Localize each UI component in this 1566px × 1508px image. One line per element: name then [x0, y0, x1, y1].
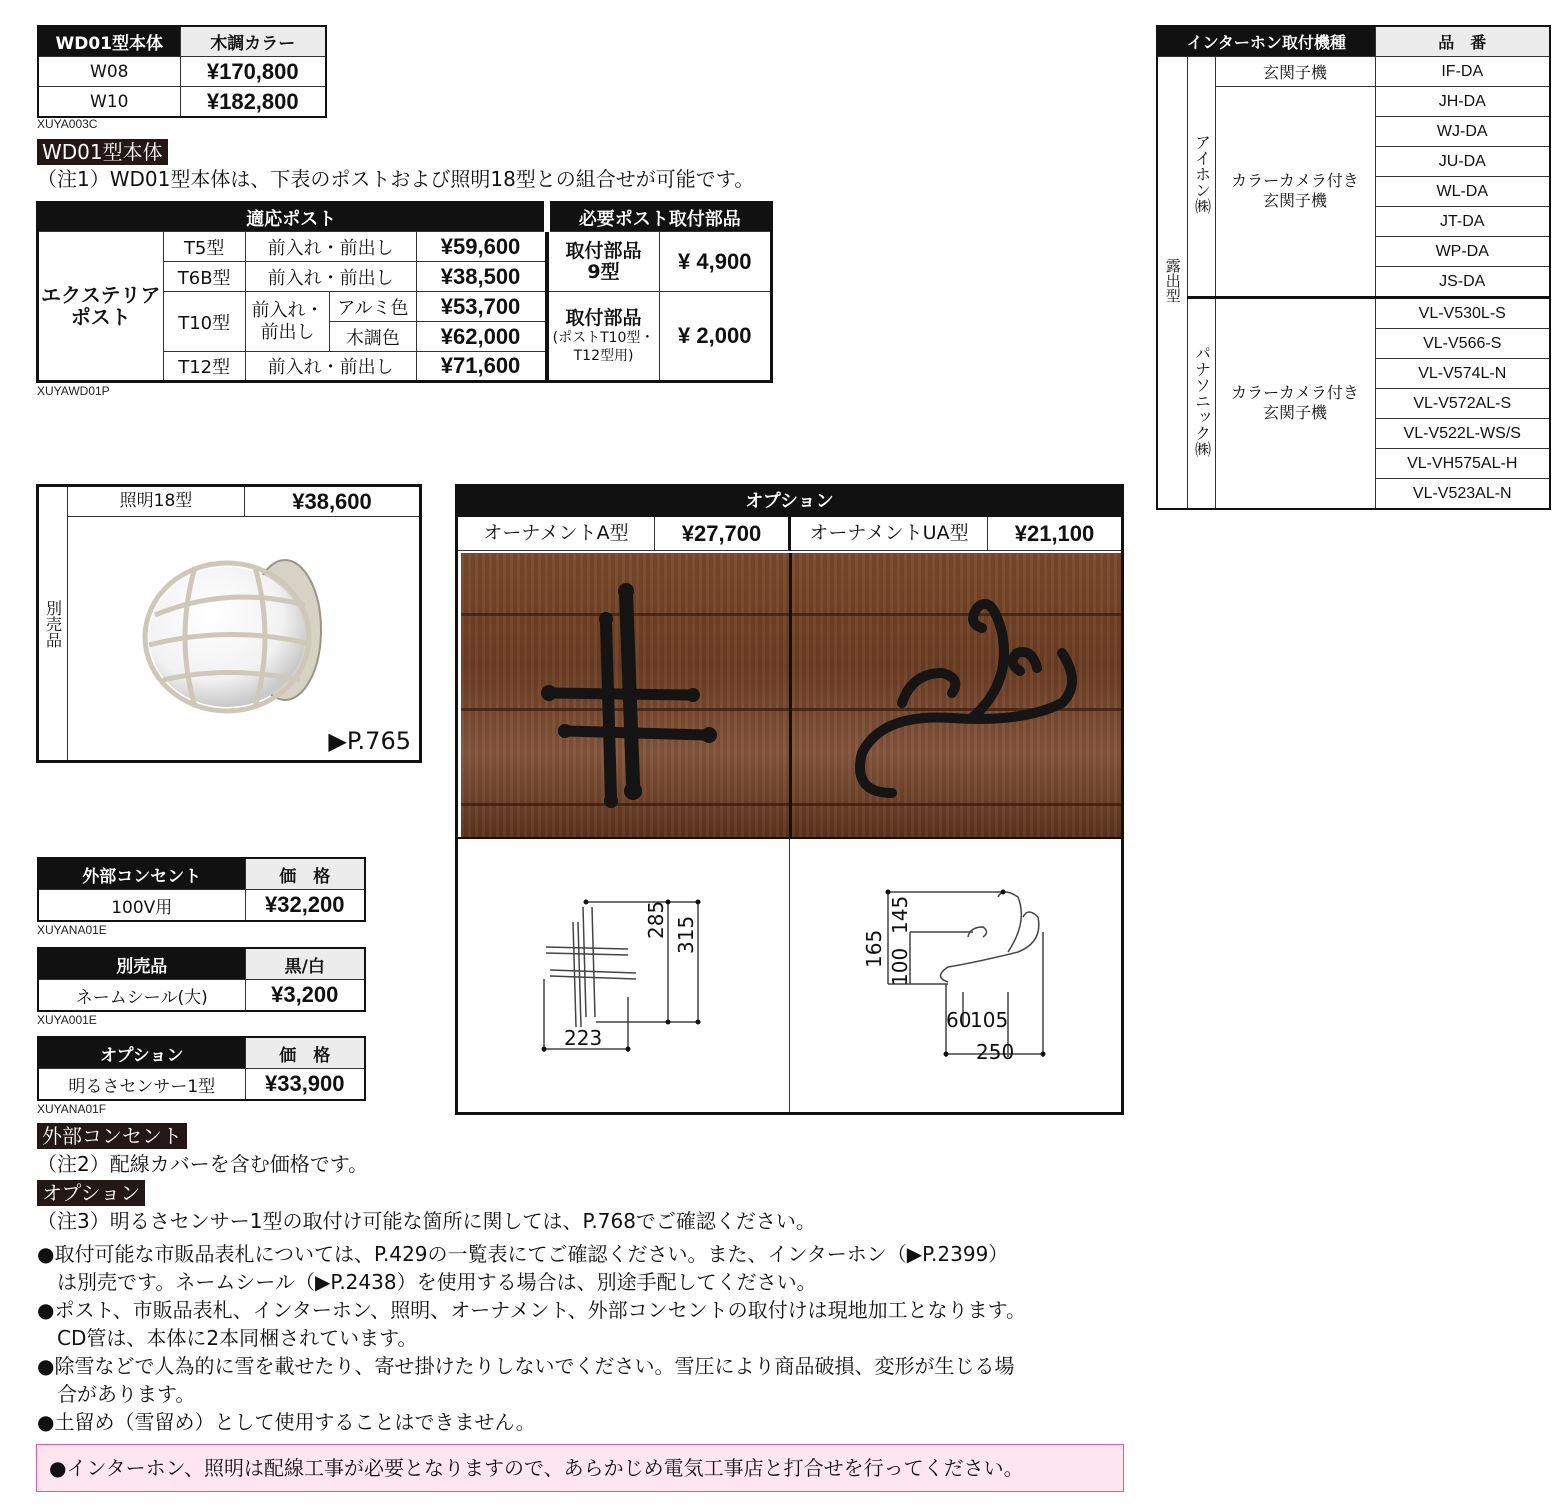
dim-ua-250: 250 — [976, 1040, 1015, 1064]
body-price-table — [37, 25, 327, 118]
bullet-line: ●除雪などで人為的に雪を載せたり、寄せ掛けたりしないでください。雪圧により商品破損、変形が生じる場 — [37, 1354, 1015, 1378]
outlet-header: 外部コンセント — [38, 858, 245, 890]
maker-panasonic-label: パナソニック㈱ — [1192, 345, 1210, 457]
lighting-price: ¥38,600 — [245, 487, 419, 517]
unit-camera: カラーカメラ付き 玄関子機 — [1215, 87, 1375, 298]
dim-a-223: 223 — [564, 1026, 603, 1050]
mount-type — [1157, 57, 1187, 510]
intercom-code: JT-DA — [1375, 207, 1550, 237]
unit-entrance: 玄関子機 — [1215, 57, 1375, 87]
post-table — [36, 201, 773, 383]
intercom-table — [1156, 25, 1551, 510]
post-price: ¥62,000 — [416, 322, 547, 352]
outlet-table — [37, 857, 366, 922]
intercom-header-type: インターホン取付機種 — [1157, 26, 1375, 57]
section-label-option: オプション — [37, 1180, 145, 1206]
bullet-line: ●土留め（雪留め）として使用することはできません。 — [37, 1410, 536, 1434]
parts-name-sub: (ポストT10型・ T12型用) — [552, 329, 655, 364]
note-1: （注1）WD01型本体は、下表のポストおよび照明18型との組合せが可能です。 — [37, 167, 755, 191]
sensor-code: XUYANA01F — [37, 1102, 107, 1116]
mount-type-label: 露出型 — [1163, 257, 1181, 303]
post-price: ¥59,600 — [416, 232, 547, 262]
intercom-code: JU-DA — [1375, 147, 1550, 177]
sensor-table — [37, 1036, 366, 1101]
seal-code: XUYA001E — [37, 1013, 97, 1027]
body-table-header-color: 木調カラー — [180, 26, 326, 57]
post-type: T5型 — [163, 232, 245, 262]
sensor-price: ¥33,900 — [245, 1069, 365, 1101]
body-price: ¥182,800 — [180, 87, 326, 118]
option-header: オプション — [458, 487, 1121, 517]
sensor-item: 明るさセンサー1型 — [38, 1069, 245, 1101]
outlet-code: XUYANA01E — [37, 923, 107, 937]
lighting-name: 照明18型 — [68, 487, 245, 517]
ornament-a-photo — [461, 553, 789, 837]
post-type: T6B型 — [163, 262, 245, 292]
intercom-code: JH-DA — [1375, 87, 1550, 117]
bullet-line: ●取付可能な市販品表札については、P.429の一覧表にてご確認ください。また、インターホン（▶P.2399） — [37, 1242, 1009, 1266]
parts-price: ¥ 2,000 — [659, 292, 772, 382]
post-color: 木調色 — [330, 322, 416, 352]
unit-camera: カラーカメラ付き 玄関子機 — [1215, 298, 1375, 510]
outlet-price: ¥32,200 — [245, 890, 365, 922]
post-price: ¥38,500 — [416, 262, 547, 292]
note-2: （注2）配線カバーを含む価格です。 — [37, 1152, 369, 1176]
post-price: ¥71,600 — [416, 352, 547, 382]
seal-header: 別売品 — [38, 948, 245, 980]
intercom-code: VL-V572AL-S — [1375, 389, 1550, 419]
ornament-a-shape — [461, 553, 789, 837]
post-code: XUYAWD01P — [37, 384, 110, 398]
dim-a-315: 315 — [674, 915, 698, 954]
bullet-line: 合があります。 — [37, 1382, 196, 1406]
seal-price: ¥3,200 — [245, 980, 365, 1012]
parts-price: ¥ 4,900 — [659, 232, 772, 292]
post-category: エクステリア ポスト — [38, 232, 164, 382]
intercom-code: WP-DA — [1375, 237, 1550, 267]
post-header: 適応ポスト — [38, 203, 547, 232]
bullet-list — [37, 1240, 1137, 1436]
intercom-code: VL-V530L-S — [1375, 298, 1550, 329]
parts-name-main: 取付部品 — [565, 306, 642, 329]
maker-aiphone-label: アイホン㈱ — [1192, 134, 1210, 214]
post-color: アルミ色 — [330, 292, 416, 322]
body-code: XUYA003C — [37, 117, 98, 131]
ornament-a-name: オーナメントA型 — [458, 517, 655, 551]
post-opening: 前入れ・前出し — [245, 352, 416, 382]
ornament-ua-photo — [792, 553, 1121, 837]
maker-aiphone — [1187, 57, 1215, 298]
sensor-header: オプション — [38, 1037, 245, 1069]
intercom-code: VL-V522L-WS/S — [1375, 419, 1550, 449]
dim-ua-165: 165 — [862, 929, 886, 968]
bullet-line: は別売です。ネームシール（▶P.2438）を使用する場合は、別途手配してください。 — [37, 1270, 817, 1294]
body-table-header-model: WD01型本体 — [38, 26, 180, 57]
lamp-image — [135, 545, 335, 715]
ornament-ua-price: ¥21,100 — [988, 517, 1121, 551]
seal-header-color: 黒/白 — [245, 948, 365, 980]
lighting-box — [36, 484, 422, 763]
dim-ua-145: 145 — [888, 895, 912, 934]
seal-item: ネームシール(大) — [38, 980, 245, 1012]
note-3: （注3）明るさセンサー1型の取付け可能な箇所に関しては、P.768でご確認ください。 — [37, 1209, 816, 1233]
body-model: W10 — [38, 87, 180, 118]
intercom-code: WJ-DA — [1375, 117, 1550, 147]
intercom-code: VL-VH575AL-H — [1375, 449, 1550, 479]
intercom-code: JS-DA — [1375, 267, 1550, 298]
intercom-code: VL-V523AL-N — [1375, 479, 1550, 510]
post-opening: 前入れ・前出し — [245, 262, 416, 292]
maker-panasonic — [1187, 298, 1215, 510]
post-opening: 前入れ・ 前出し — [245, 292, 329, 352]
dim-ua-100: 100 — [888, 947, 912, 986]
lighting-side — [39, 487, 68, 760]
drawing-divider-v — [789, 839, 790, 1112]
parts-header: 必要ポスト取付部品 — [547, 203, 772, 232]
bullet-line: CD管は、本体に2本同梱されています。 — [37, 1326, 418, 1350]
ornament-ua-name: オーナメントUA型 — [791, 517, 988, 551]
sensor-header-price: 価 格 — [245, 1037, 365, 1069]
post-type: T10型 — [163, 292, 245, 352]
intercom-code: IF-DA — [1375, 57, 1550, 87]
ornament-a-price: ¥27,700 — [655, 517, 791, 551]
lighting-side-label: 別売品 — [43, 599, 63, 648]
option-box — [455, 484, 1124, 1115]
section-label-body: WD01型本体 — [37, 139, 168, 165]
intercom-code: VL-V566-S — [1375, 329, 1550, 359]
parts-name-t10 — [547, 292, 659, 382]
seal-table — [37, 947, 366, 1012]
intercom-header-code: 品 番 — [1375, 26, 1550, 57]
section-label-outlet: 外部コンセント — [37, 1123, 187, 1149]
post-opening: 前入れ・前出し — [245, 232, 416, 262]
intercom-code: WL-DA — [1375, 177, 1550, 207]
outlet-header-price: 価 格 — [245, 858, 365, 890]
bullet-line: ●ポスト、市販品表札、インターホン、照明、オーナメント、外部コンセントの取付けは現地加工となります。 — [37, 1298, 1027, 1322]
lighting-page-ref: ▶P.765 — [328, 727, 411, 755]
dim-ua-105: 105 — [970, 1008, 1009, 1032]
dim-a-285: 285 — [644, 900, 668, 939]
parts-name: 取付部品 9型 — [547, 232, 659, 292]
outlet-item: 100V用 — [38, 890, 245, 922]
body-model: W08 — [38, 57, 180, 87]
wiring-notice-text: ●インターホン、照明は配線工事が必要となりますので、あらかじめ電気工事店と打合せを行ってください。 — [49, 1456, 1024, 1480]
post-price: ¥53,700 — [416, 292, 547, 322]
dim-ua-60: 60 — [946, 1008, 972, 1032]
wiring-notice — [36, 1444, 1124, 1492]
intercom-code: VL-V574L-N — [1375, 359, 1550, 389]
ornament-ua-shape — [792, 553, 1121, 837]
body-price: ¥170,800 — [180, 57, 326, 87]
post-type: T12型 — [163, 352, 245, 382]
